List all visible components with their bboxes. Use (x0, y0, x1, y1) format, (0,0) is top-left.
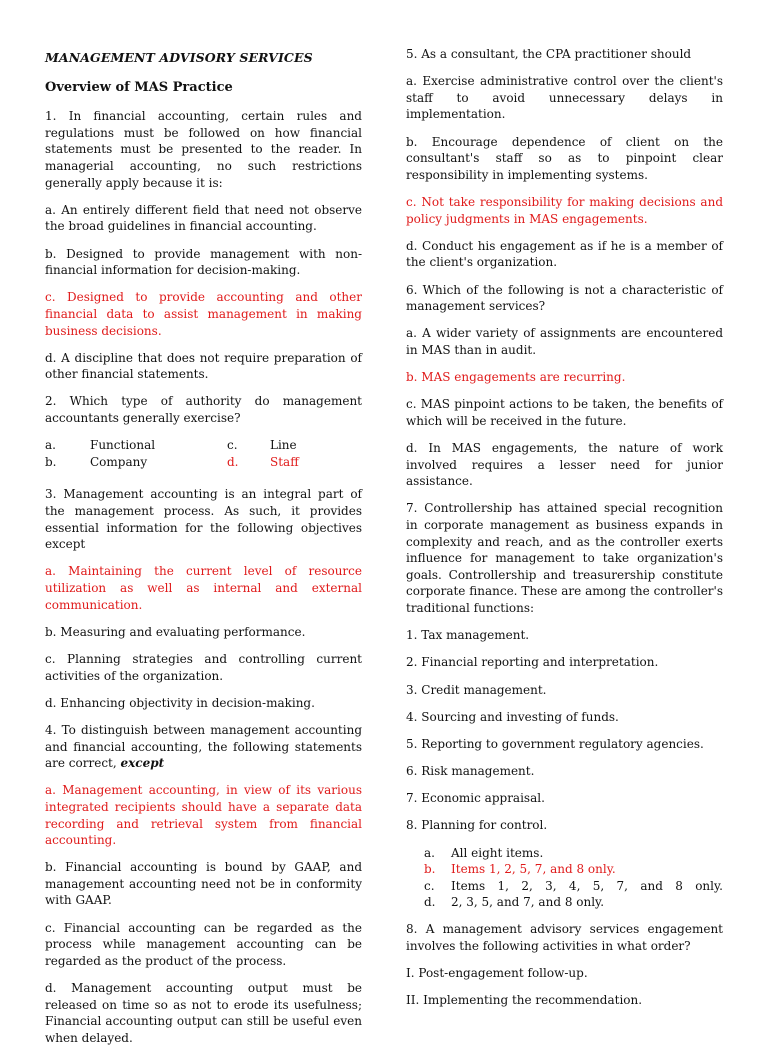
document-title: MANAGEMENT ADVISORY SERVICES (45, 50, 313, 65)
q5-option-d: d. Conduct his engagement as if he is a member of the client's organization. (406, 238, 723, 270)
q7-choice-c (406, 878, 723, 895)
q3-option-d: d. Enhancing objectivity in decision-making. (45, 695, 315, 710)
q2-option-d-label-answer: Staff (270, 454, 299, 469)
q7-choice-a-label: All eight items. (451, 845, 544, 860)
q2-option-b-letter: b. (45, 454, 57, 469)
q3-option-b: b. Measuring and evaluating performance. (45, 624, 306, 639)
q7-item-7: 7. Economic appraisal. (406, 791, 545, 806)
question-4-text: 4. To distinguish between management accounting and financial accounting, the following statements are correct, (45, 722, 362, 771)
q4-option-a-answer: a. Management accounting, in view of its various integrated recipients should have a separate data recording and retrieval system from financial accounting. (45, 783, 362, 848)
question-4-emphasis: except (120, 756, 165, 771)
question-2: 2. Which type of authority do management accountants generally exercise? (45, 394, 362, 426)
q4-option-b: b. Financial accounting is bound by GAAP, and management accounting need not be in conformity with GAAP. (45, 860, 362, 908)
q7-item-4: 4. Sourcing and investing of funds. (406, 709, 619, 724)
q7-item-6: 6. Risk management. (406, 764, 535, 779)
q5-option-a: a. Exercise administrative control over the client's staff to avoid unnecessary delays in implementation. (406, 74, 723, 122)
section-title: Overview of MAS Practice (45, 79, 233, 95)
q5-option-c-answer: c. Not take responsibility for making decisions and policy judgments in MAS engagements. (406, 194, 723, 226)
q2-option-a-label: Functional (90, 438, 156, 453)
q6-option-d: d. In MAS engagements, the nature of work involved requires a lesser need for junior assistance. (406, 441, 723, 489)
q1-option-d: d. A discipline that does not require preparation of other financial statements. (45, 350, 362, 382)
question-6: 6. Which of the following is not a characteristic of management services? (406, 282, 723, 314)
q7-choices (406, 845, 723, 911)
question-5: 5. As a consultant, the CPA practitioner should (406, 47, 692, 61)
left-column (45, 46, 362, 1057)
q7-item-1: 1. Tax management. (406, 628, 530, 643)
question-1: 1. In financial accounting, certain rules and regulations must be followed on how financial statements must be presented to the reader. In managerial accounting, no such restrictions generally apply because it is: (45, 109, 362, 190)
question-8: 8. A management advisory services engagement involves the following activities in what order? (406, 922, 723, 953)
q7-choice-c-letter: c. (424, 878, 435, 893)
q2-option-a-letter: a. (45, 438, 56, 453)
q1-option-a: a. An entirely different field that need not observe the broad guidelines in financial accounting. (45, 202, 362, 234)
q2-option-d-letter: d. (227, 454, 239, 469)
q4-option-c: c. Financial accounting can be regarded as the process while management accounting can be regarded as the product of the process. (45, 920, 362, 968)
q1-option-b: b. Designed to provide management with non-financial information for decision-making. (45, 246, 362, 278)
q2-option-b-label: Company (90, 454, 148, 469)
q7-choice-a-letter: a. (424, 845, 435, 860)
q8-item-2: II. Implementing the recommendation. (406, 993, 643, 1007)
right-column (406, 46, 723, 1019)
q6-option-b-answer: b. MAS engagements are recurring. (406, 370, 626, 385)
q2-option-c-label: Line (270, 438, 297, 453)
q7-item-8: 8. Planning for control. (406, 818, 548, 833)
q7-choice-d (406, 894, 723, 911)
q3-option-a-answer: a. Maintaining the current level of resource utilization as well as internal and external communication. (45, 564, 362, 612)
q1-option-c-answer: c. Designed to provide accounting and other financial data to assist management in making business decisions. (45, 290, 362, 338)
q7-choice-c-label: Items 1, 2, 3, 4, 5, 7, and 8 only. (451, 878, 723, 893)
q7-choice-b-label: Items 1, 2, 5, 7, and 8 only. (451, 862, 616, 877)
q7-choice-a (406, 845, 723, 862)
q2-option-c-letter: c. (227, 438, 238, 453)
q2-options (45, 437, 362, 470)
q6-option-a: a. A wider variety of assignments are encountered in MAS than in audit. (406, 326, 723, 357)
q6-option-c: c. MAS pinpoint actions to be taken, the benefits of which will be received in the future. (406, 397, 723, 428)
q7-choice-b-answer (406, 861, 723, 878)
q4-option-d: d. Management accounting output must be released on time so as not to erode its usefulness; Financial accounting output can still be useful even when delayed. (45, 981, 362, 1045)
q7-choice-d-letter: d. (424, 895, 436, 910)
q8-item-1: I. Post-engagement follow-up. (406, 965, 588, 980)
q7-item-5: 5. Reporting to government regulatory agencies. (406, 736, 704, 751)
question-7: 7. Controllership has attained special recognition in corporate management as business expands in complexity and reach, and as the controller exerts influence for management to take organization's goals. Controllership and treasurership constitute corporate finance. These are among the controller's traditional functions: (406, 501, 723, 615)
question-4 (45, 722, 362, 772)
q7-item-2: 2. Financial reporting and interpretation. (406, 655, 659, 670)
q7-choice-b-letter: b. (424, 862, 436, 877)
q3-option-c: c. Planning strategies and controlling current activities of the organization. (45, 651, 362, 683)
q5-option-b: b. Encourage dependence of client on the consultant's staff so as to pinpoint clear responsibility in implementing systems. (406, 134, 723, 182)
question-3: 3. Management accounting is an integral part of the management process. As such, it provides essential information for the following objectives except (45, 487, 362, 552)
q7-item-3: 3. Credit management. (406, 682, 547, 697)
q7-choice-d-label: 2, 3, 5, and 7, and 8 only. (451, 895, 605, 910)
